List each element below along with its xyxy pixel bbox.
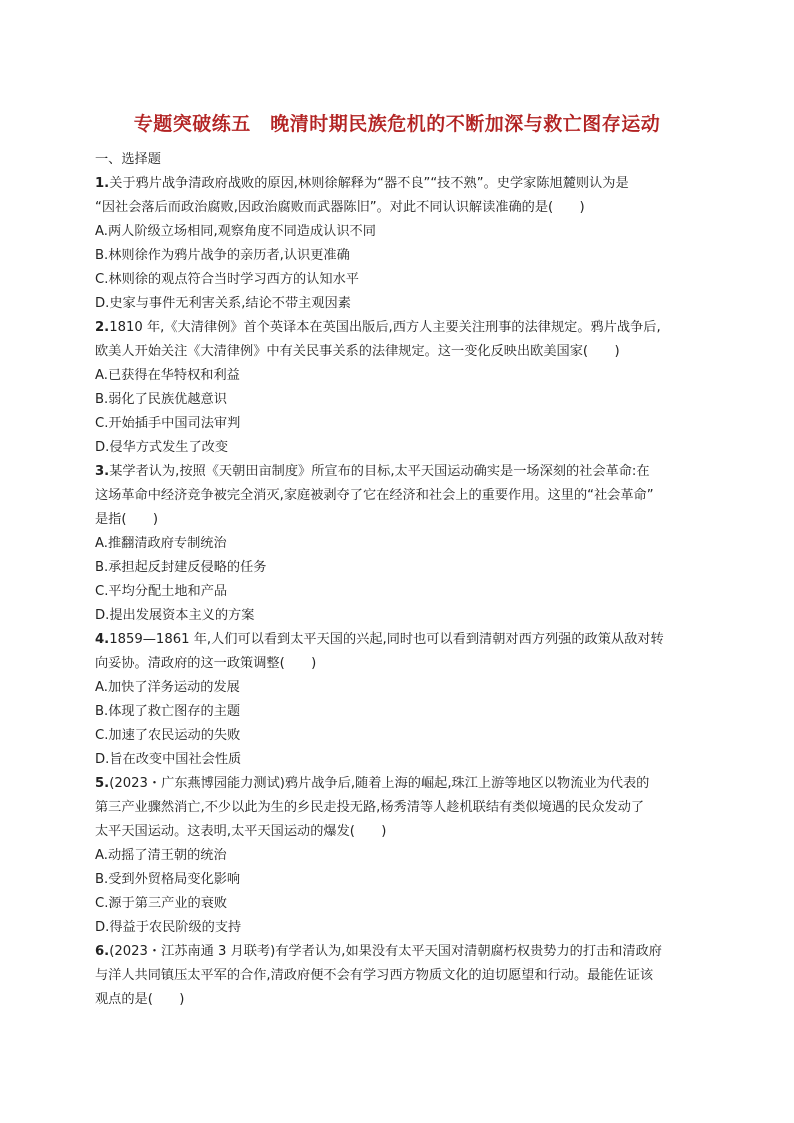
answer-option[interactable]: D.得益于农民阶级的支持: [95, 920, 242, 935]
question-stem-line: [95, 340, 705, 364]
answer-option[interactable]: B.弱化了民族优越意识: [95, 392, 227, 407]
question-stem-text: (2023・广东燕博园能力测试)鸦片战争后,随着上海的崛起,珠江上游等地区以物流业为代表的: [109, 776, 650, 791]
answer-option[interactable]: B.承担起反封建反侵略的任务: [95, 560, 267, 575]
question-stem-line: [95, 940, 705, 964]
answer-option[interactable]: D.侵华方式发生了改变: [95, 440, 229, 455]
question-stem-text: 太平天国运动。这表明,太平天国运动的爆发( ): [95, 824, 387, 839]
question-stem-text: 与洋人共同镇压太平军的合作,清政府便不会有学习西方物质文化的迫切愿望和行动。最能佐证该: [95, 968, 654, 983]
question-stem-line: [95, 172, 705, 196]
answer-option[interactable]: B.受到外贸格局变化影响: [95, 872, 241, 887]
question-number: 1.: [95, 176, 110, 191]
answer-option[interactable]: C.加速了农民运动的失败: [95, 728, 241, 743]
question-stem-line: [95, 796, 705, 820]
answer-option[interactable]: D.旨在改变中国社会性质: [95, 752, 242, 767]
question-stem-line: [95, 508, 705, 532]
question-stem-line: [95, 196, 705, 220]
answer-option[interactable]: C.源于第三产业的衰败: [95, 896, 228, 911]
question-stem-text: 某学者认为,按照《天朝田亩制度》所宣布的目标,太平天国运动确实是一场深刻的社会革命:在: [109, 464, 650, 479]
question-number: 4.: [95, 632, 110, 647]
question-stem-text: 1859—1861 年,人们可以看到太平天国的兴起,同时也可以看到清朝对西方列强的政策从敌对转: [109, 632, 664, 647]
question-stem-text: 第三产业骤然消亡,不少以此为生的乡民走投无路,杨秀清等人趁机联结有类似境遇的民众发动了: [95, 800, 645, 815]
question-stem-text: (2023・江苏南通 3 月联考)有学者认为,如果没有太平天国对清朝腐朽权贵势力的打击和清政府: [109, 944, 662, 959]
question-list: [95, 148, 705, 1012]
question-stem-line: [95, 820, 705, 844]
answer-option[interactable]: D.史家与事件无利害关系,结论不带主观因素: [95, 296, 351, 311]
question-stem-line: [95, 772, 705, 796]
section-heading: 一、选择题: [95, 152, 161, 167]
answer-option[interactable]: B.林则徐作为鸦片战争的亲历者,认识更准确: [95, 248, 350, 263]
answer-option[interactable]: A.加快了洋务运动的发展: [95, 680, 240, 695]
question-stem-line: [95, 988, 705, 1012]
question-stem-line: [95, 316, 705, 340]
question-number: 3.: [95, 464, 110, 479]
question-stem-text: 1810 年,《大清律例》首个英译本在英国出版后,西方人主要关注刑事的法律规定。鸦片战争后,: [109, 320, 661, 335]
question-number: 2.: [95, 320, 110, 335]
answer-option[interactable]: D.提出发展资本主义的方案: [95, 608, 255, 623]
question-stem-text: 观点的是( ): [95, 992, 185, 1007]
question-stem-text: 这场革命中经济竞争被完全消灭,家庭被剥夺了它在经济和社会上的重要作用。这里的“社会革命”: [95, 488, 654, 503]
answer-option[interactable]: A.两人阶级立场相同,观察角度不同造成认识不同: [95, 224, 376, 239]
answer-option[interactable]: B.体现了救亡图存的主题: [95, 704, 241, 719]
question-number: 5.: [95, 776, 110, 791]
question-stem-text: 向妥协。清政府的这一政策调整( ): [95, 656, 317, 671]
answer-option[interactable]: C.开始插手中国司法审判: [95, 416, 241, 431]
question-stem-line: [95, 964, 705, 988]
question-stem-line: [95, 484, 705, 508]
question-stem-line: [95, 628, 705, 652]
answer-option[interactable]: A.推翻清政府专制统治: [95, 536, 227, 551]
question-stem-text: 关于鸦片战争清政府战败的原因,林则徐解释为“器不良”“技不熟”。史学家陈旭麓则认为是: [109, 176, 629, 191]
answer-option[interactable]: A.动摇了清王朝的统治: [95, 848, 227, 863]
answer-option[interactable]: A.已获得在华特权和利益: [95, 368, 240, 383]
answer-option[interactable]: C.平均分配土地和产品: [95, 584, 228, 599]
question-stem-text: 是指( ): [95, 512, 159, 527]
answer-option[interactable]: C.林则徐的观点符合当时学习西方的认知水平: [95, 272, 359, 287]
question-stem-line: [95, 652, 705, 676]
question-stem-line: [95, 460, 705, 484]
question-number: 6.: [95, 944, 110, 959]
question-stem-text: 欧美人开始关注《大清律例》中有关民事关系的法律规定。这一变化反映出欧美国家( ): [95, 344, 620, 359]
page-title: 专题突破练五 晚清时期民族危机的不断加深与救亡图存运动: [133, 113, 661, 135]
question-stem-text: “因社会落后而政治腐败,因政治腐败而武器陈旧”。对此不同认识解读准确的是( ): [95, 200, 585, 215]
